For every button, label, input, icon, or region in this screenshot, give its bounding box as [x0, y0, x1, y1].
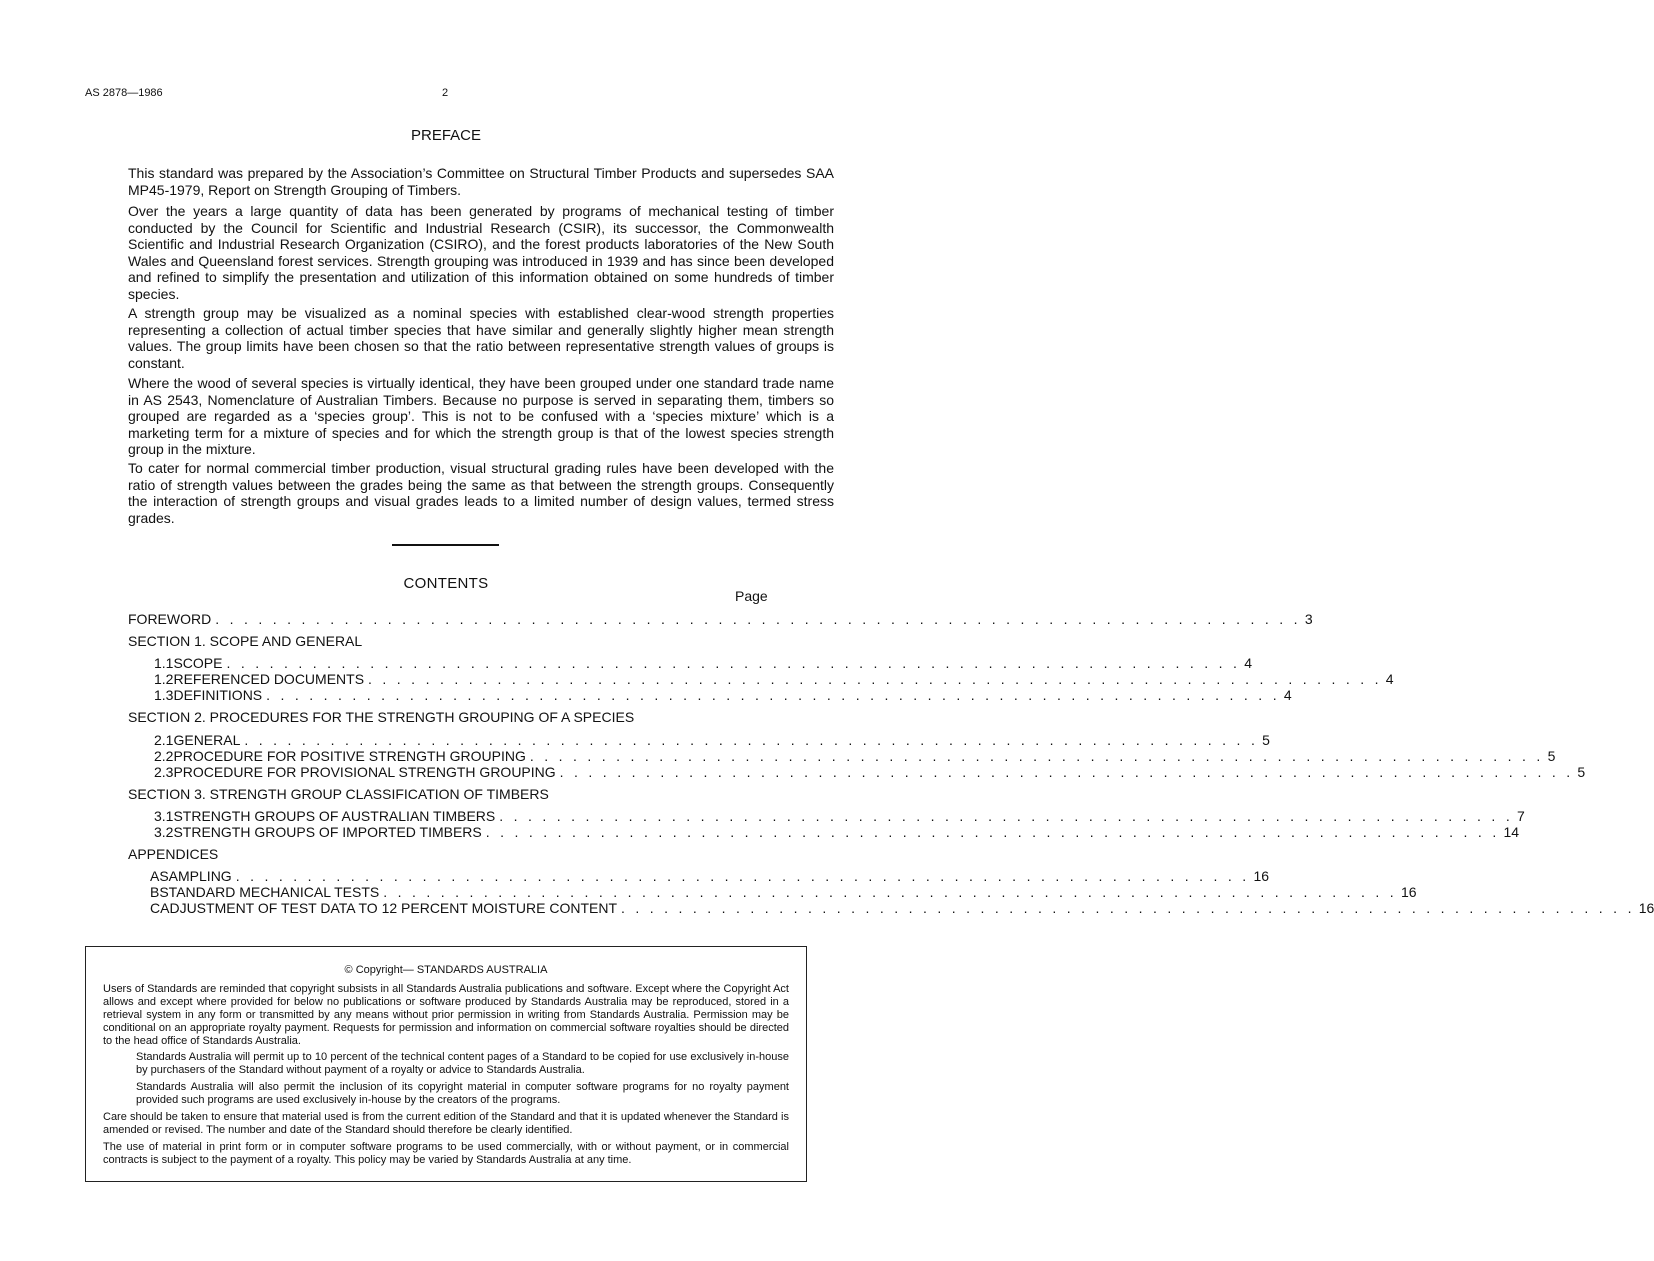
dot-leader: . . . . . . . . . . . . . . . . . . . . . . . . . . . . . . . . . . . . . . . . . . . . . . . . . . . . . . . . . . . . . . . . . . . . . . . [235, 868, 1250, 884]
toc-entry-page: 5 [1547, 748, 1556, 764]
toc-entry[interactable] [154, 671, 1394, 687]
toc-entry-number: 3.2 [154, 824, 174, 840]
toc-entry[interactable] [154, 687, 1292, 703]
copyright-heading: Copyright— STANDARDS AUSTRALIA [355, 964, 548, 976]
copyright-paragraph: Users of Standards are reminded that copyright subsists in all Standards Australia publications and software. Except where the Copyright Act allows and except where provided for below no publications or software produced by Standards Australia may be reproduced, stored in a retrieval system in any form or transmitted by any means without prior permission in writing from Standards Australia. Permission may be conditional on an appropriate royalty payment. Requests for permission and information on commercial software royalties should be directed to the head office of Standards Australia. [103, 983, 789, 1047]
dot-leader: . . . . . . . . . . . . . . . . . . . . . . . . . . . . . . . . . . . . . . . . . . . . . . . . . . . . . . . . . . . . . . . . . . . . . . . [244, 732, 1259, 748]
toc-entry-label: PROCEDURE FOR POSITIVE STRENGTH GROUPING [173, 748, 526, 764]
toc-entry-page: 4 [1283, 687, 1292, 703]
toc-entry-label: SCOPE [173, 655, 223, 671]
toc-entry-number: 2.1 [154, 732, 174, 748]
contents-title: CONTENTS [403, 575, 489, 592]
toc-entry-page: 4 [1244, 655, 1253, 671]
toc-entry-label: REFERENCED DOCUMENTS [173, 671, 365, 687]
dot-leader: . . . . . . . . . . . . . . . . . . . . . . . . . . . . . . . . . . . . . . . . . . . . . . . . . . . . . . . . . . . . . . . . . . . . . . . [485, 824, 1500, 840]
copyright-paragraph: The use of material in print form or in computer software programs to be used commercially, with or without payment, or in commercial contracts is subject to the payment of a royalty. This policy may be varied by Standards Australia at any time. [103, 1141, 789, 1166]
toc-entry-page: 3 [1304, 611, 1313, 627]
toc-entry-number: 2.2 [154, 748, 174, 764]
toc-entry-foreword[interactable] [128, 611, 1313, 627]
dot-leader: . . . . . . . . . . . . . . . . . . . . . . . . . . . . . . . . . . . . . . . . . . . . . . . . . . . . . . . . . . . . . . . . . . . . . . . [266, 687, 1280, 703]
dot-leader: . . . . . . . . . . . . . . . . . . . . . . . . . . . . . . . . . . . . . . . . . . . . . . . . . . . . . . . . . . . . . . . . . . . . . . . [383, 884, 1397, 900]
toc-entry-page: 5 [1262, 732, 1270, 748]
section-divider [392, 544, 499, 546]
preface-paragraph: To cater for normal commercial timber production, visual structural grading rules have been developed with the ratio of strength values between the grades being the same as that between the strength groups. Consequently the interaction of strength groups and visual grades leads to a limited number of design values, termed stress grades. [128, 460, 834, 526]
toc-entry-number: B [150, 884, 160, 900]
page-column-label: Page [735, 588, 768, 604]
toc-entry-appendix[interactable] [150, 884, 1417, 900]
preface-paragraph: This standard was prepared by the Association’s Committee on Structural Timber Products and supersedes SAA MP45-1979, Report on Strength Grouping of Timbers. [128, 165, 834, 198]
toc-entry-page: 4 [1385, 671, 1394, 687]
toc-entry-appendix[interactable] [150, 868, 1270, 884]
toc-entry-number: 1.1 [154, 655, 174, 671]
toc-entry-label: FOREWORD [128, 611, 212, 627]
toc-entry-label: STANDARD MECHANICAL TESTS [159, 884, 380, 900]
toc-entry-label: ADJUSTMENT OF TEST DATA TO 12 PERCENT MOISTURE CONTENT [160, 900, 618, 916]
dot-leader: . . . . . . . . . . . . . . . . . . . . . . . . . . . . . . . . . . . . . . . . . . . . . . . . . . . . . . . . . . . . . . . . . . . . . . . [226, 655, 1241, 671]
copyright-title [85, 964, 807, 976]
preface-paragraph: Over the years a large quantity of data has been generated by programs of mechanical testing of timber conducted by the Council for Scientific and Industrial Research (CSIR), its successor, the Commonwealth Scientific and Industrial Research Organization (CSIRO), and the forest products laboratories of the New South Wales and Queensland forest services. Strength grouping was introduced in 1939 and has since been developed and refined to simplify the presentation and utilization of this information obtained on some hundreds of timber species. [128, 203, 834, 302]
toc-entry-label: STRENGTH GROUPS OF IMPORTED TIMBERS [173, 824, 482, 840]
toc-entry-number: 1.2 [154, 671, 174, 687]
copyright-paragraph: Care should be taken to ensure that material used is from the current edition of the Standard and that it is updated whenever the Standard is amended or revised. The number and date of the Standard should therefore be clearly identified. [103, 1111, 789, 1136]
preface-paragraph: Where the wood of several species is virtually identical, they have been grouped under one standard trade name in AS 2543, Nomenclature of Australian Timbers. Because no purpose is served in separating them, timbers so grouped are regarded as a ‘species group’. This is not to be confused with a ‘species mixture’ which is a marketing term for a mixture of species and for which the strength group is that of the lowest species strength group in the mixture. [128, 375, 834, 458]
toc-entry[interactable] [154, 732, 1270, 748]
toc-appendices-heading: APPENDICES [128, 846, 219, 862]
toc-entry-number: C [150, 900, 161, 916]
toc-entry[interactable] [154, 808, 1525, 824]
toc-section-heading: SECTION 1. SCOPE AND GENERAL [128, 633, 363, 649]
dot-leader: . . . . . . . . . . . . . . . . . . . . . . . . . . . . . . . . . . . . . . . . . . . . . . . . . . . . . . . . . . . . . . . . . . . . . . . [499, 808, 1514, 824]
copyright-paragraph: Standards Australia will also permit the inclusion of its copyright material in computer software programs for no royalty payment provided such programs are used exclusively in-house by the creators of the programs. [136, 1081, 789, 1106]
copyright-paragraph: Standards Australia will permit up to 10 percent of the technical content pages of a Standard to be copied for use exclusively in-house by purchasers of the Standard without payment of a royalty or advice to Standards Australia. [136, 1051, 789, 1076]
toc-section-heading: SECTION 2. PROCEDURES FOR THE STRENGTH GROUPING OF A SPECIES [128, 709, 635, 725]
standard-id: AS 2878—1986 [85, 87, 163, 99]
preface-title: PREFACE [410, 127, 482, 144]
dot-leader: . . . . . . . . . . . . . . . . . . . . . . . . . . . . . . . . . . . . . . . . . . . . . . . . . . . . . . . . . . . . . . . . . . . . . . . . . . . . [215, 611, 1301, 627]
dot-leader: . . . . . . . . . . . . . . . . . . . . . . . . . . . . . . . . . . . . . . . . . . . . . . . . . . . . . . . . . . . . . . . . . . . . . . . [529, 748, 1544, 764]
toc-entry[interactable] [154, 764, 1586, 780]
toc-entry[interactable] [154, 655, 1253, 671]
page-number: 2 [442, 87, 449, 99]
toc-entry-label: SAMPLING [159, 868, 232, 884]
toc-entry-page: 7 [1517, 808, 1525, 824]
toc-entry-label: STRENGTH GROUPS OF AUSTRALIAN TIMBERS [173, 808, 496, 824]
toc-entry-label: DEFINITIONS [173, 687, 263, 703]
toc-entry-appendix[interactable] [150, 900, 1654, 916]
toc-entry-page: 16 [1400, 884, 1417, 900]
dot-leader: . . . . . . . . . . . . . . . . . . . . . . . . . . . . . . . . . . . . . . . . . . . . . . . . . . . . . . . . . . . . . . . . . . . . . . . [368, 671, 1382, 687]
toc-entry[interactable] [154, 748, 1556, 764]
toc-entry-label: PROCEDURE FOR PROVISIONAL STRENGTH GROUPING [173, 764, 556, 780]
preface-paragraph: A strength group may be visualized as a nominal species with established clear-wood strength properties representing a collection of actual timber species that have similar and generally slightly higher mean strength values. The group limits have been chosen so that the ratio between representative strength values of groups is constant. [128, 305, 834, 371]
toc-entry-page: 14 [1503, 824, 1520, 840]
toc-entry-number: 3.1 [154, 808, 174, 824]
toc-section-heading: SECTION 3. STRENGTH GROUP CLASSIFICATION OF TIMBERS [128, 786, 549, 802]
copyright-symbol-icon: © [344, 964, 353, 976]
toc-entry-number: 1.3 [154, 687, 174, 703]
toc-entry[interactable] [154, 824, 1520, 840]
toc-entry-page: 16 [1638, 900, 1654, 916]
toc-entry-label: GENERAL [173, 732, 241, 748]
toc-entry-number: 2.3 [154, 764, 174, 780]
toc-entry-number: A [150, 868, 160, 884]
dot-leader: . . . . . . . . . . . . . . . . . . . . . . . . . . . . . . . . . . . . . . . . . . . . . . . . . . . . . . . . . . . . . . . . . . . . . . . [559, 764, 1574, 780]
dot-leader: . . . . . . . . . . . . . . . . . . . . . . . . . . . . . . . . . . . . . . . . . . . . . . . . . . . . . . . . . . . . . . . . . . . . . . . [621, 900, 1635, 916]
toc-entry-page: 16 [1253, 868, 1270, 884]
toc-entry-page: 5 [1577, 764, 1586, 780]
